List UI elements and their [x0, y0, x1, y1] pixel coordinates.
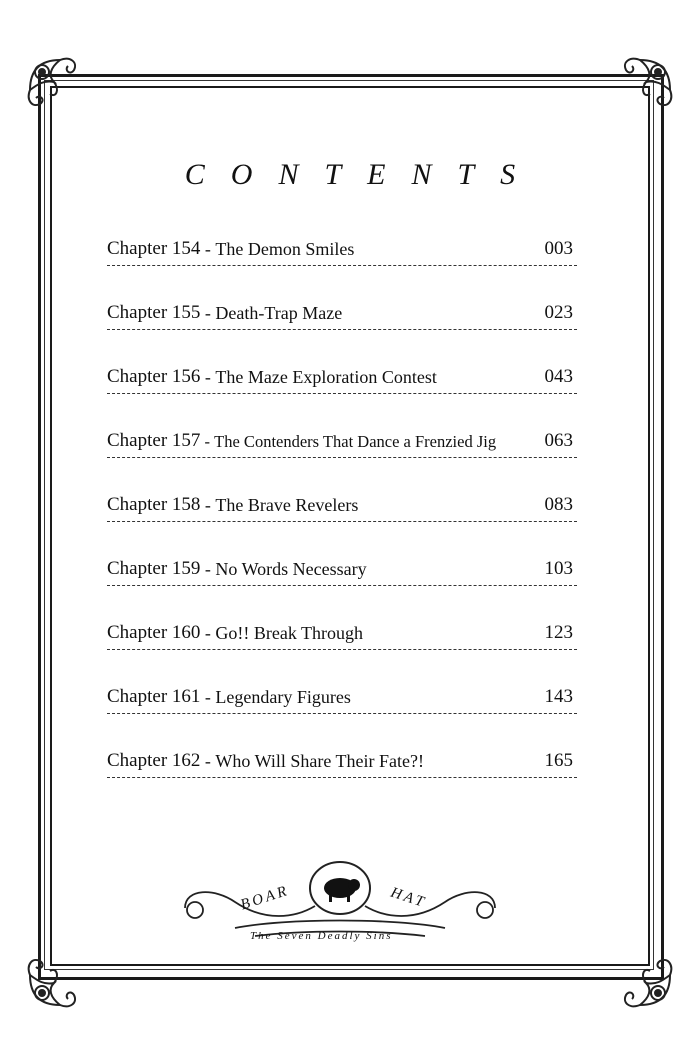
toc-entry[interactable] [107, 616, 577, 650]
chapter-title: - Legendary Figures [200, 687, 351, 707]
ornament-corner-icon [20, 935, 100, 1015]
page-number: 165 [544, 750, 573, 771]
ornament-corner-icon [600, 50, 680, 130]
page-number: 003 [544, 238, 573, 259]
chapter-title: - No Words Necessary [200, 559, 367, 579]
chapter-number: Chapter 155 [107, 302, 201, 323]
page-number: 063 [544, 430, 573, 451]
toc-entry[interactable] [107, 680, 577, 714]
toc-entry[interactable] [107, 232, 577, 266]
page-number: 023 [544, 302, 573, 323]
chapter-title: - The Demon Smiles [200, 239, 355, 259]
page-number: 123 [544, 622, 573, 643]
toc-entry[interactable] [107, 296, 577, 330]
contents-heading: CONTENTS [184, 158, 542, 191]
toc-entry[interactable] [107, 744, 577, 778]
chapter-number: Chapter 158 [107, 494, 201, 515]
page-number: 103 [544, 558, 573, 579]
chapter-title: - Who Will Share Their Fate?! [200, 751, 424, 771]
toc-entry[interactable] [107, 552, 577, 586]
chapter-number: Chapter 156 [107, 366, 201, 387]
chapter-title: - Death-Trap Maze [200, 303, 343, 323]
page-number: 143 [544, 686, 573, 707]
pig-icon [324, 878, 360, 902]
ornament-corner-icon [600, 935, 680, 1015]
table-of-contents [107, 232, 577, 808]
chapter-number: Chapter 157 [107, 430, 201, 451]
chapter-number: Chapter 162 [107, 750, 201, 771]
chapter-number: Chapter 154 [107, 238, 201, 259]
chapter-number: Chapter 161 [107, 686, 201, 707]
logo-subtitle: The Seven Deadly Sins [250, 930, 393, 942]
page-number: 083 [544, 494, 573, 515]
chapter-title: - The Maze Exploration Contest [200, 367, 437, 387]
chapter-title: - The Contenders That Dance a Frenzied Jig [200, 432, 497, 451]
toc-entry[interactable] [107, 488, 577, 522]
toc-entry[interactable] [107, 360, 577, 394]
ornament-corner-icon [20, 50, 100, 130]
chapter-number: Chapter 159 [107, 558, 201, 579]
logo-word-left: BOAR [238, 882, 292, 914]
logo-word-right: HAT [388, 884, 429, 912]
chapter-title: - The Brave Revelers [200, 495, 359, 515]
chapter-number: Chapter 160 [107, 622, 201, 643]
chapter-title: - Go!! Break Through [200, 623, 364, 643]
toc-entry[interactable] [107, 424, 577, 458]
page-number: 043 [544, 366, 573, 387]
